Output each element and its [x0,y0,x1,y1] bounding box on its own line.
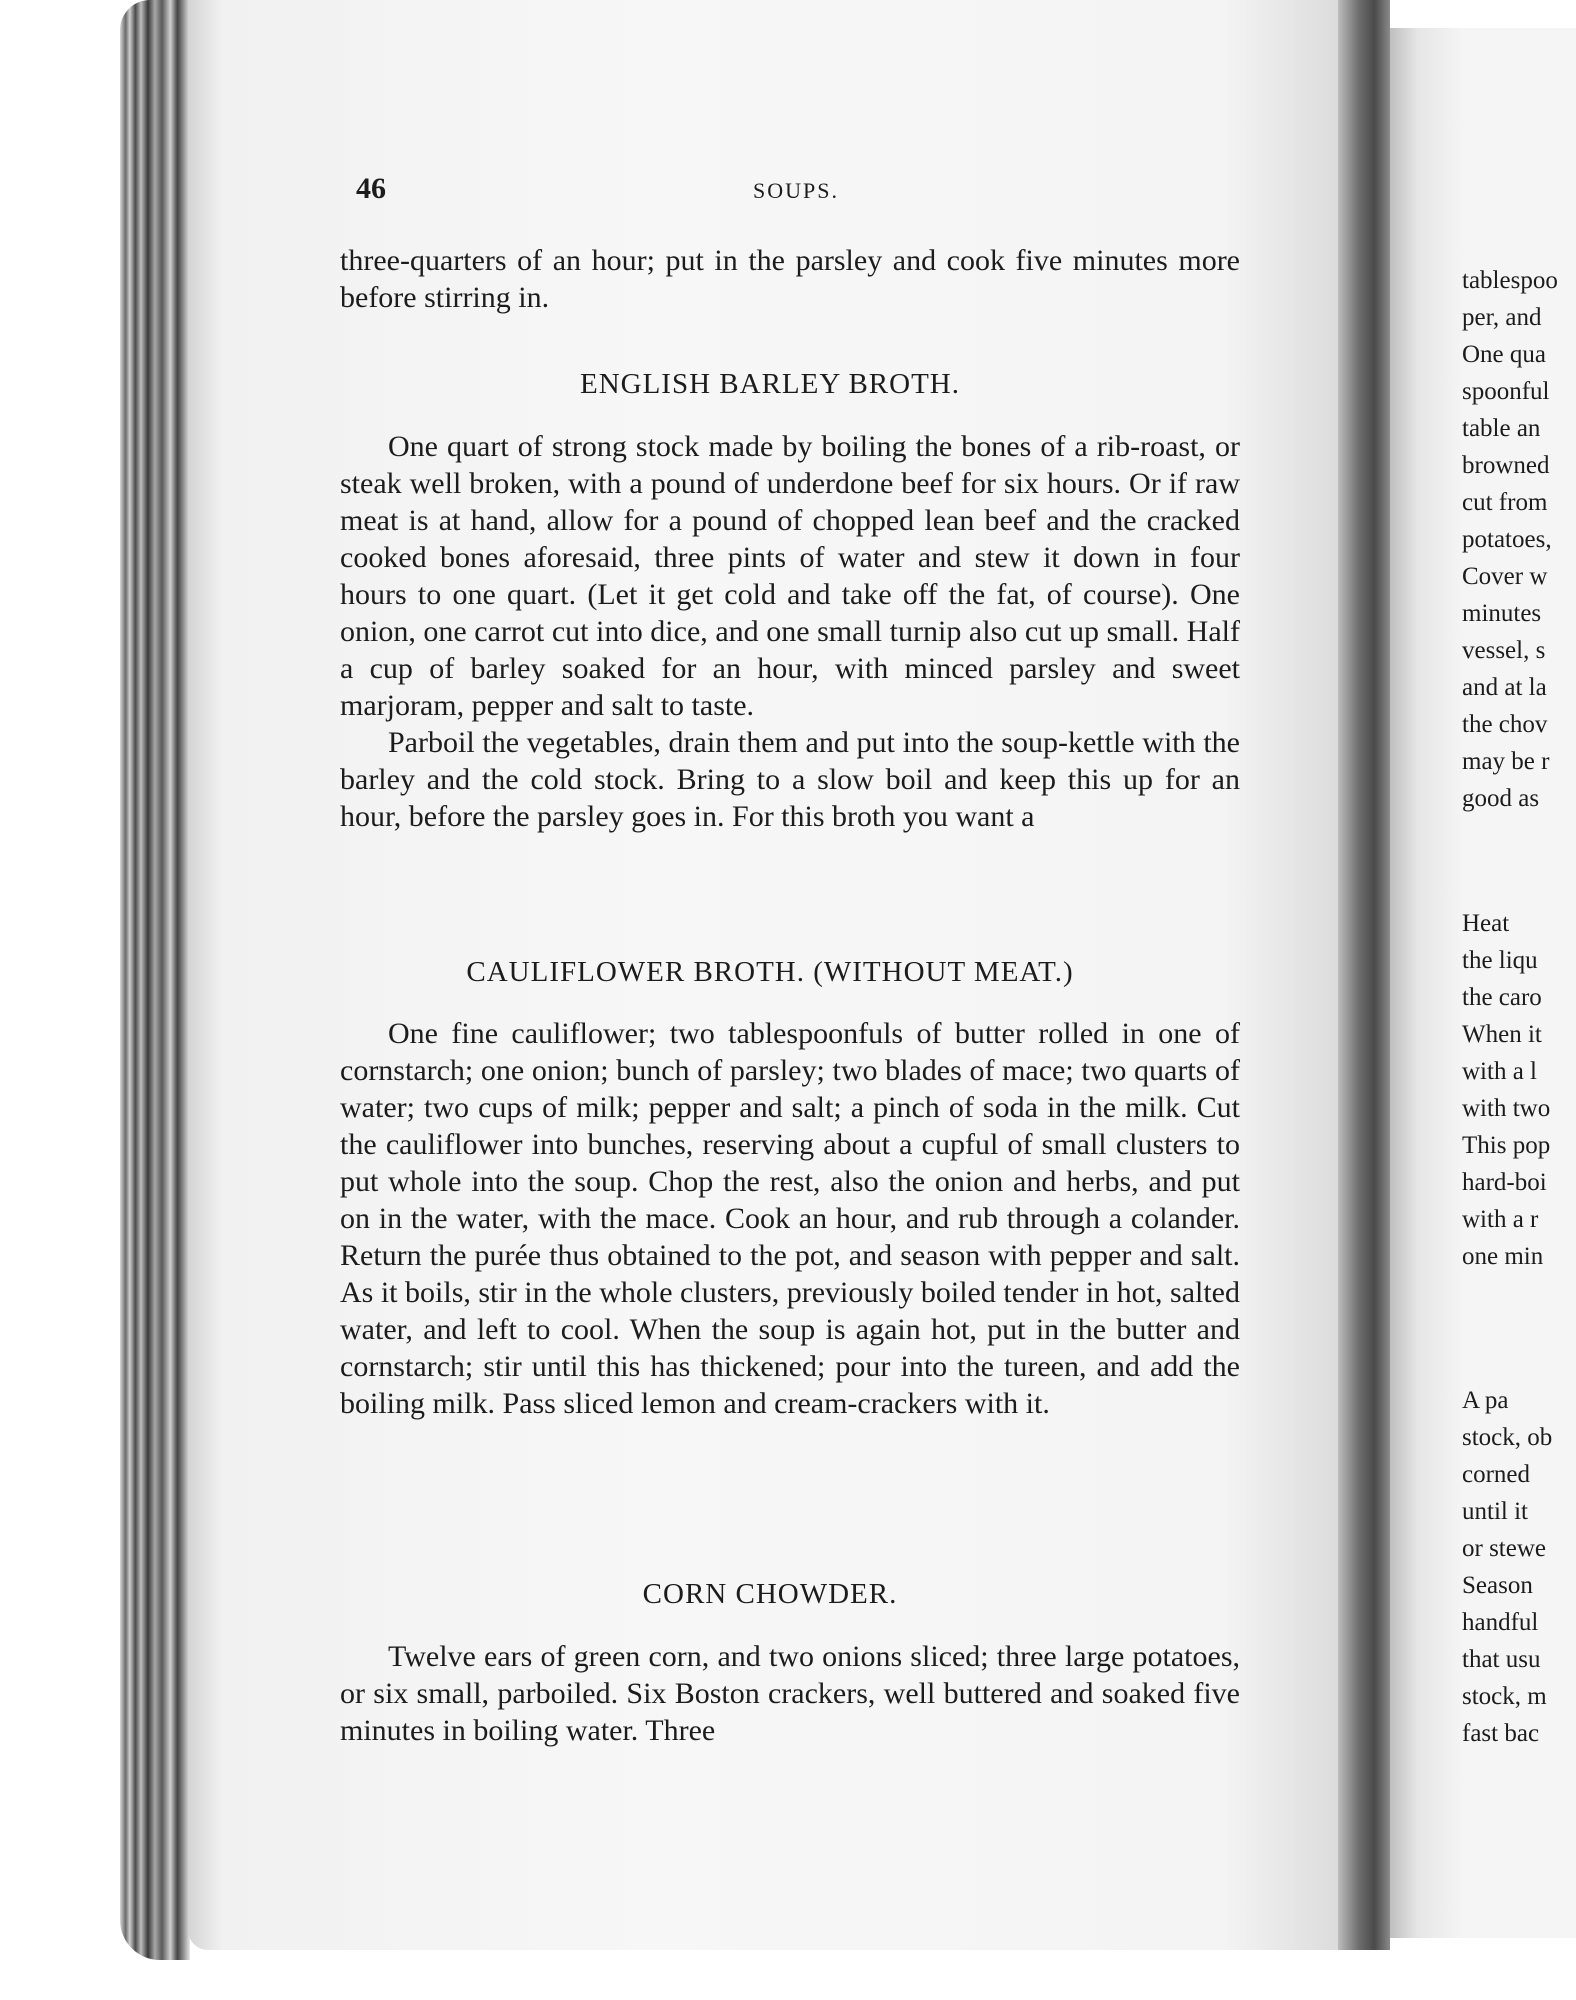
text-line: hard-boi [1462,1169,1547,1196]
text-line: tablespoo [1462,267,1558,294]
text-line: table an [1462,415,1541,442]
text-line: When it [1462,1021,1542,1048]
text-line: This pop [1462,1132,1551,1159]
text-line: A pa [1462,1387,1509,1414]
section-title-barley: ENGLISH BARLEY BROTH. [579,368,960,400]
text-line: Heat [1462,910,1510,937]
paragraph: One fine cauliflower; two tablespoonfuls of butter rolled in one of cornstarch; one onion; bunch of parsley; two blades of mace; two quarts of water; two cups of milk; pepper and salt; a pinch of soda in the milk. Cut the cauliflower into bunches, reserving about a cupful of small clusters to put whole into the soup. Chop the rest, also the onion and herbs, and put on in the water, with the mace. Cook an hour, and rub through a colander. Return the purée thus obtained to the pot, and season with pepper and salt. As it boils, stir in the whole clusters, previously boiled tender in hot, salted water, and left to cool. When the soup is again hot, put in the butter and cornstarch; stir until this has thickened; pour into the tureen, and add the boiling milk. Pass sliced lemon and cream-crackers with it. [340,1017,1240,1420]
paragraph: Twelve ears of green corn, and two onions sliced; three large potatoes, or six small, parboiled. Six Boston crackers, well buttered and soaked five minutes in boiling water. Three [340,1640,1240,1747]
page-number: 46 [356,172,386,205]
text-line: fast bac [1462,1720,1540,1747]
paragraph: One quart of strong stock made by boiling the bones of a rib-roast, or steak well broken, with a pound of underdone beef for six hours. Or if raw meat is at hand, allow for a pound of chopped lean beef and the cracked cooked bones aforesaid, three pints of water and stew it down in four hours to one quart. (Let it get cold and take off the fat, of course). One onion, one carrot cut into dice, and one small turnip also cut up small. Half a cup of barley soaked for an hour, with minced parsley and sweet marjoram, pepper and salt to taste. [340,430,1240,722]
text-line: stock, m [1462,1683,1547,1710]
text-line: per, and [1462,304,1542,331]
text-line: stock, ob [1462,1424,1553,1451]
text-line: with two [1462,1095,1551,1122]
intro-text: three-quarters of an hour; put in the parsley and cook five minutes more before stirring in. [340,244,1240,314]
running-head: SOUPS. [753,178,839,203]
intro-paragraph [340,242,1240,316]
text-line: Cover w [1462,563,1548,590]
text-line: good as [1462,785,1540,812]
section-body-cauliflower [340,1015,1240,1422]
book-page-edges [120,0,190,1960]
text-line: One qua [1462,341,1546,368]
text-line: cut from [1462,489,1548,516]
text-line: handful [1462,1609,1539,1636]
text-line: and at la [1462,674,1547,701]
text-line: until it [1462,1498,1528,1525]
text-line: browned [1462,452,1550,479]
text-line: may be r [1462,748,1550,775]
text-line: Season [1462,1572,1533,1599]
right-page-text-top [1462,262,1576,817]
paragraph: Parboil the vegetables, drain them and put into the soup-kettle with the barley and the cold stock. Bring to a slow boil and keep this up for an hour, before the parsley goes in. For this broth you want a [340,726,1240,833]
text-line: the liqu [1462,947,1538,974]
text-line: minutes [1462,600,1542,627]
right-page-text-bottom [1462,1382,1576,1752]
right-page-text-middle [1462,905,1576,1275]
section-title-cauliflower: CAULIFLOWER BROTH. (WITHOUT MEAT.) [466,956,1074,988]
text-line: corned [1462,1461,1531,1488]
book-gutter [1338,0,1390,1950]
text-line: that usu [1462,1646,1541,1673]
text-line: potatoes, [1462,526,1552,553]
section-title-corn-chowder: CORN CHOWDER. [642,1578,898,1610]
section-body-barley [340,428,1240,835]
text-line: one min [1462,1243,1544,1270]
text-line: with a r [1462,1206,1539,1233]
section-body-corn-chowder [340,1638,1240,1749]
text-line: the chov [1462,711,1548,738]
text-line: vessel, s [1462,637,1546,664]
text-line: spoonful [1462,378,1550,405]
text-line: or stewe [1462,1535,1546,1562]
text-line: the caro [1462,984,1542,1011]
text-line: with a l [1462,1058,1537,1085]
page-header [356,172,1236,212]
